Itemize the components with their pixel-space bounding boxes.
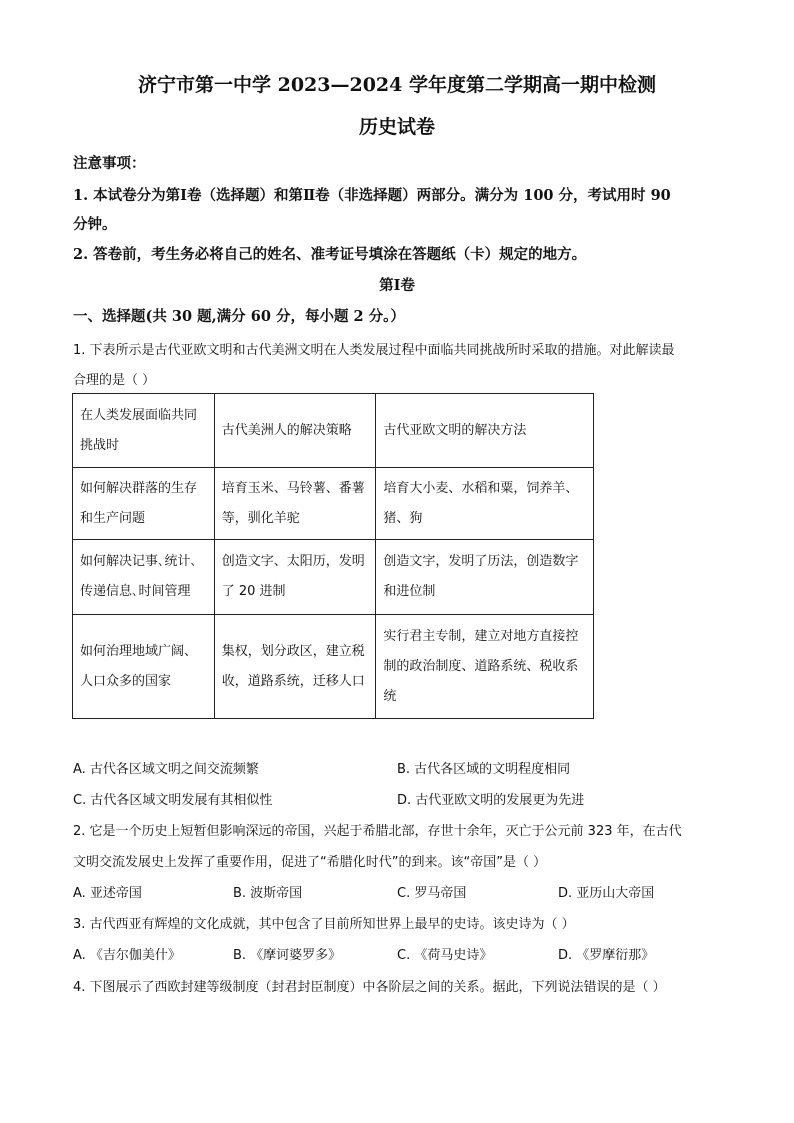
q4-stem: 4. 下图展示了西欧封建等级制度（封君封臣制度）中各阶层之间的关系。据此，下列说法错误的是（ ） <box>73 980 666 995</box>
q2-stem-cont: 文明交流发展史上发挥了重要作用，促进了“希腊化时代”的到来。该“帝国”是（ ） <box>73 855 547 870</box>
q3-option-a: A. 《吉尔伽美什》 <box>73 948 181 963</box>
q2-option-d: D. 亚历山大帝国 <box>558 886 655 901</box>
q1-option-c: C. 古代各区域文明发展有其相似性 <box>73 793 273 808</box>
exam-title: 济宁市第一中学 2023—2024 学年度第二学期高一期中检测 <box>138 74 656 96</box>
q2-option-b: B. 波斯帝国 <box>233 886 303 901</box>
table-row <box>73 468 594 540</box>
table-header-cell: 在人类发展面临共同挑战时 <box>73 394 215 468</box>
exam-subtitle: 历史试卷 <box>358 116 435 138</box>
q2-option-c: C. 罗马帝国 <box>397 886 467 901</box>
table-cell: 如何治理地域广阔、人口众多的国家 <box>73 615 215 719</box>
table-row <box>73 615 594 719</box>
table-cell: 培育大小麦、水稻和粟，饲养羊、猪、狗 <box>376 468 594 540</box>
q1-stem: 1. 下表所示是古代亚欧文明和古代美洲文明在人类发展过程中面临共同挑战所时采取的措施。对此解读最 <box>73 343 675 358</box>
q1-option-a: A. 古代各区域文明之间交流频繁 <box>73 762 259 777</box>
table-cell: 创造文字，发明了历法，创造数字和进位制 <box>376 540 594 615</box>
q3-stem: 3. 古代西亚有辉煌的文化成就，其中包含了目前所知世界上最早的史诗。该史诗为（ ） <box>73 917 575 932</box>
notice-heading: 注意事项： <box>73 155 146 172</box>
table-cell: 集权，划分政区，建立税收，道路系统，迁移人口 <box>214 615 376 719</box>
q2-stem: 2. 它是一个历史上短暂但影响深远的帝国，兴起于希腊北部，存世十余年，灭亡于公元前 323 年，在古代 <box>73 824 682 839</box>
q2-option-a: A. 亚述帝国 <box>73 886 142 901</box>
table-cell: 如何解决群落的生存和生产问题 <box>73 468 215 540</box>
q3-option-b: B. 《摩诃婆罗多》 <box>233 948 342 963</box>
q1-option-b: B. 古代各区域的文明程度相同 <box>397 762 571 777</box>
table-cell: 培育玉米、马铃薯、番薯等，驯化羊驼 <box>214 468 376 540</box>
table-row <box>73 540 594 615</box>
table-cell: 实行君主专制，建立对地方直接控制的政治制度、道路系统、税收系统 <box>376 615 594 719</box>
volume-label: 第Ⅰ卷 <box>379 277 415 294</box>
table-header-cell: 古代美洲人的解决策略 <box>214 394 376 468</box>
q3-option-d: D. 《罗摩衍那》 <box>558 948 655 963</box>
q1-option-d: D. 古代亚欧文明的发展更为先进 <box>397 793 585 808</box>
q1-table <box>72 393 594 719</box>
notice-item-1-cont: 分钟。 <box>73 216 117 233</box>
notice-item-2: 2. 答卷前，考生务必将自己的姓名、准考证号填涂在答题纸（卡）规定的地方。 <box>73 246 587 263</box>
table-cell: 创造文字、太阳历，发明了 20 进制 <box>214 540 376 615</box>
table-cell: 如何解决记事､统计､传递信息､时间管理 <box>73 540 215 615</box>
q3-option-c: C. 《荷马史诗》 <box>397 948 493 963</box>
table-header-cell: 古代亚欧文明的解决方法 <box>376 394 594 468</box>
table-header-row <box>73 394 594 468</box>
section-heading: 一、选择题(共 30 题,满分 60 分，每小题 2 分。） <box>73 308 405 325</box>
notice-item-1: 1. 本试卷分为第Ⅰ卷（选择题）和第Ⅱ卷（非选择题）两部分。满分为 100 分，考试用时 90 <box>73 187 671 204</box>
q1-stem-cont: 合理的是（ ） <box>73 373 156 388</box>
